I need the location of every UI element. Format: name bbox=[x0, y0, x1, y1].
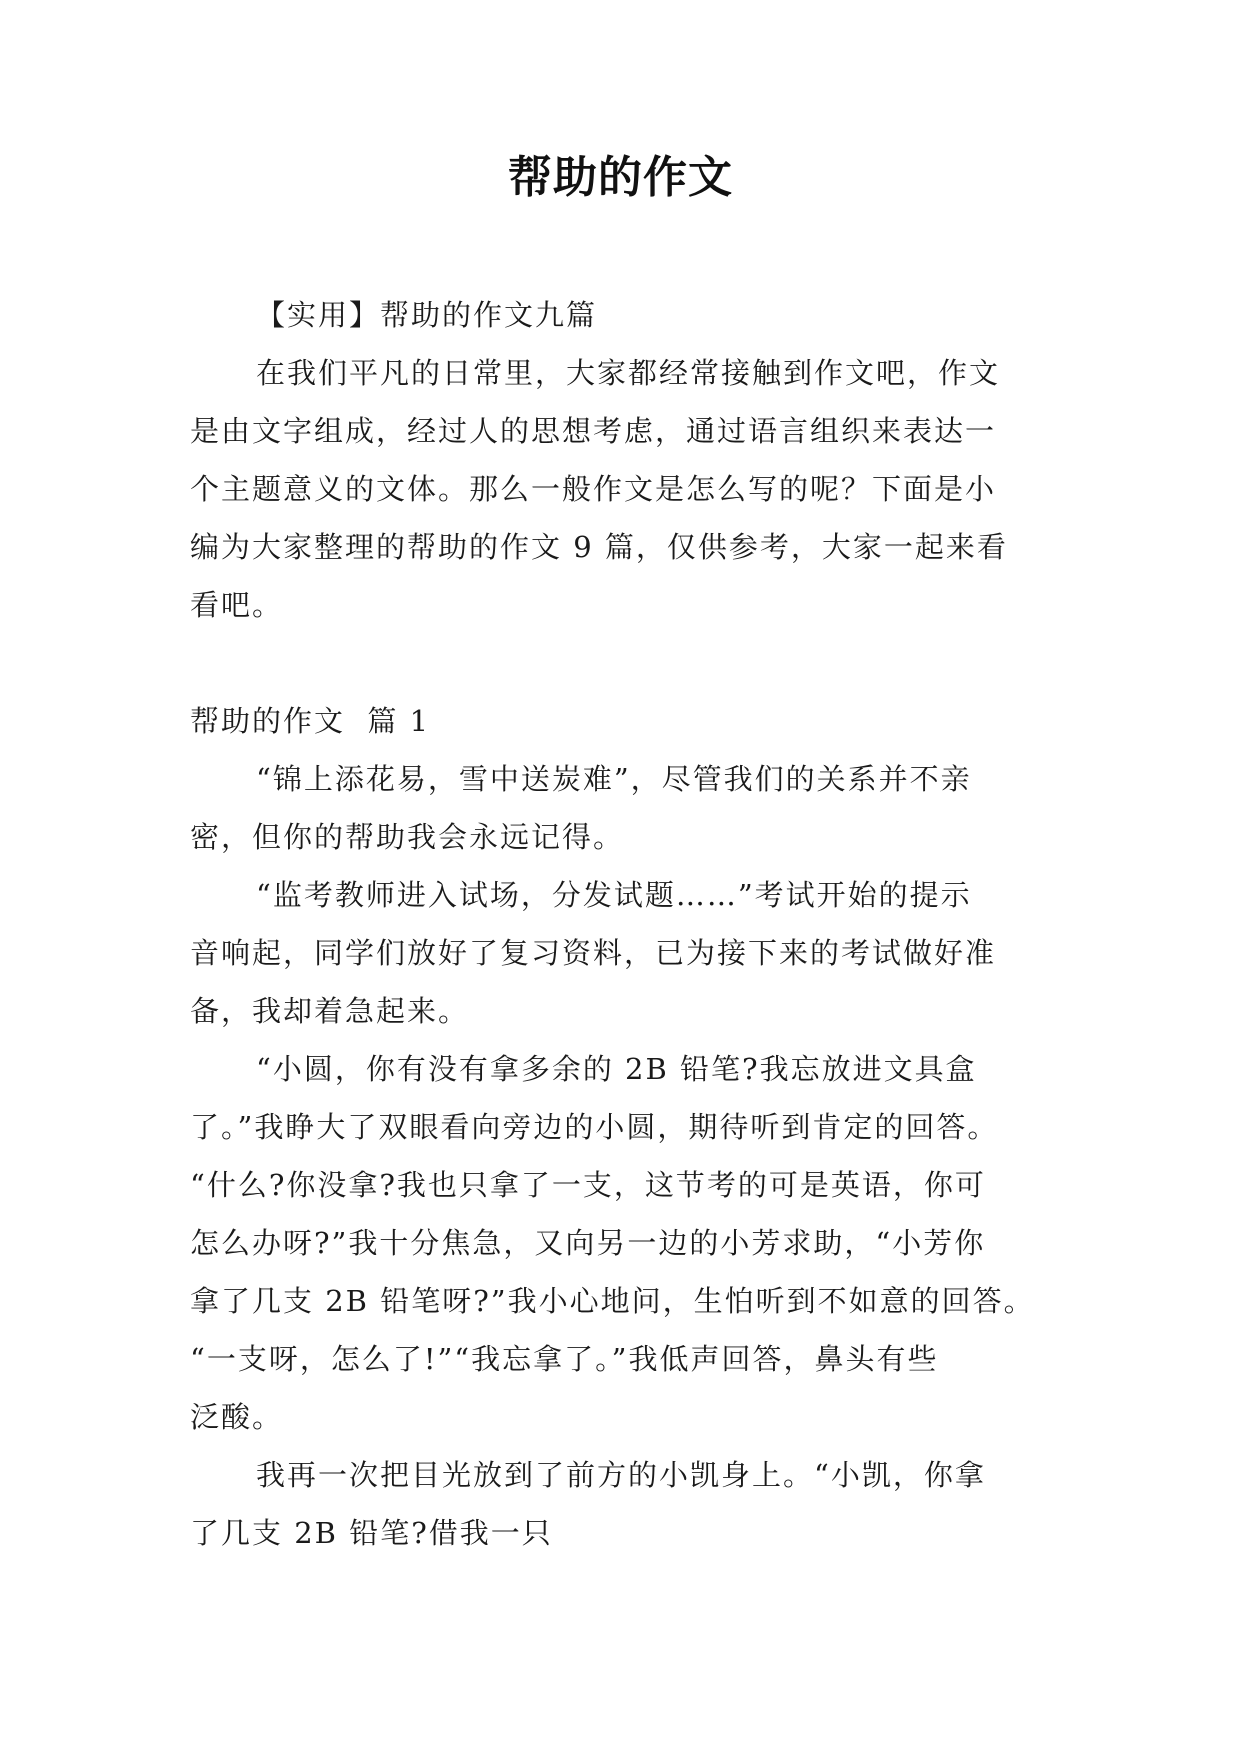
body-line: 怎么办呀?”我十分焦急，又向另一边的小芳求助，“小芳你 bbox=[190, 1226, 986, 1260]
body-line: “锦上添花易，雪中送炭难”，尽管我们的关系并不亲 bbox=[256, 762, 972, 796]
body-line: “一支呀，怎么了!”“我忘拿了。”我低声回答，鼻头有些 bbox=[190, 1342, 939, 1376]
body-line: 备，我却着急起来。 bbox=[190, 994, 470, 1028]
paragraph-gap bbox=[190, 634, 1050, 692]
document-body bbox=[190, 286, 1050, 1562]
intro-paragraph bbox=[190, 344, 1050, 634]
intro-line: 编为大家整理的帮助的作文 9 篇，仅供参考，大家一起来看 bbox=[190, 530, 1008, 564]
body-line: 拿了几支 2B 铅笔呀?”我小心地问，生怕听到不如意的回答。 bbox=[190, 1284, 1035, 1318]
section-heading: 帮助的作文 篇 1 bbox=[190, 704, 431, 738]
intro-line: 看吧。 bbox=[190, 588, 284, 622]
intro-line: 个主题意义的文体。那么一般作文是怎么写的呢？下面是小 bbox=[190, 472, 997, 506]
body-line: “监考教师进入试场，分发试题……”考试开始的提示 bbox=[256, 878, 972, 912]
intro-line: 在我们平凡的日常里，大家都经常接触到作文吧，作文 bbox=[256, 356, 1001, 390]
intro-line: 是由文字组成，经过人的思想考虑，通过语言组织来表达一 bbox=[190, 414, 997, 448]
document-title: 帮助的作文 bbox=[508, 152, 733, 203]
body-line: 泛酸。 bbox=[190, 1400, 284, 1434]
body-line: “小圆，你有没有拿多余的 2B 铅笔?我忘放进文具盒 bbox=[256, 1052, 977, 1086]
body-line: 音响起，同学们放好了复习资料，已为接下来的考试做好准 bbox=[190, 936, 997, 970]
body-line: 了几支 2B 铅笔?借我一只 bbox=[190, 1516, 553, 1550]
body-line: 密，但你的帮助我会永远记得。 bbox=[190, 820, 625, 854]
body-line: 我再一次把目光放到了前方的小凯身上。“小凯，你拿 bbox=[256, 1458, 986, 1492]
body-line: 了。”我睁大了双眼看向旁边的小圆，期待听到肯定的回答。 bbox=[190, 1110, 999, 1144]
subtitle: 【实用】帮助的作文九篇 bbox=[256, 298, 598, 332]
essay-body bbox=[190, 750, 1050, 1562]
body-line: “什么?你没拿?我也只拿了一支，这节考的可是英语，你可 bbox=[190, 1168, 986, 1202]
